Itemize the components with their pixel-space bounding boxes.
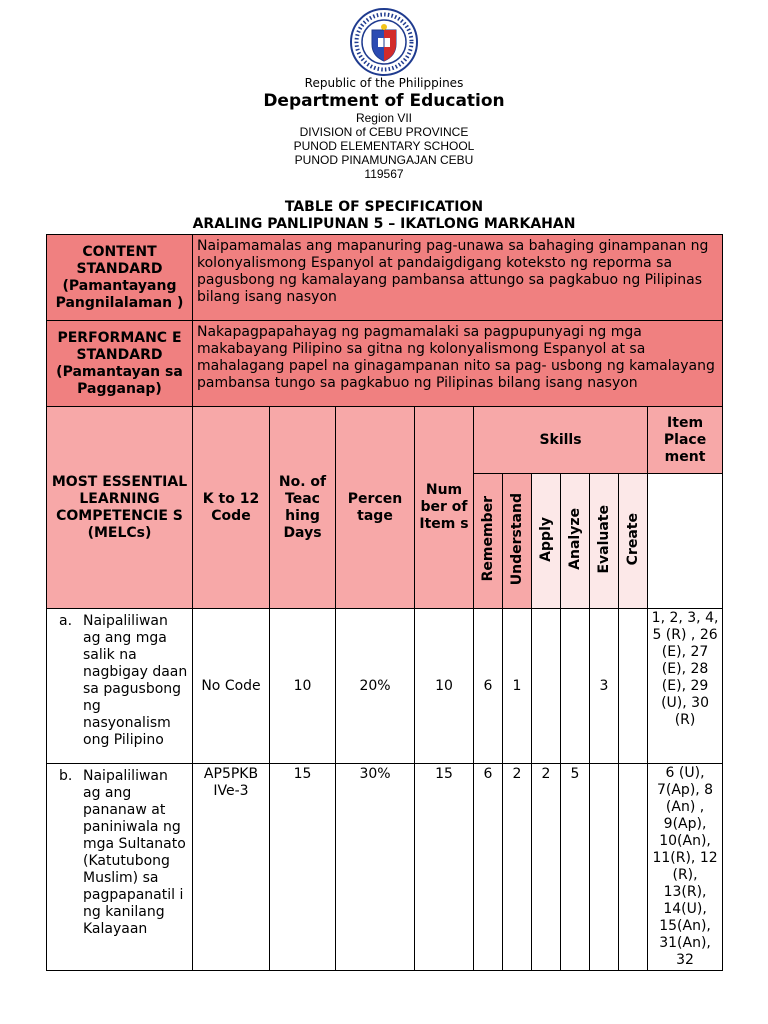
- placement-cell: 6 (U), 7(Ap), 8 (An) , 9(Ap), 10(An), 11(R), 12 (R), 13(R), 14(U), 15(An), 31(An), 32: [648, 764, 723, 971]
- percentage-cell: 30%: [336, 764, 415, 971]
- skill-remember-header: [474, 474, 503, 609]
- percentage-cell: 20%: [336, 609, 415, 764]
- content-standard-row: [47, 235, 723, 321]
- deped-seal-logo: [350, 8, 418, 76]
- table-row: [47, 609, 723, 764]
- table-row: [47, 764, 723, 971]
- melc-column-header: MOST ESSENTIAL LEARNING COMPETENCIE S (MELCs): [47, 407, 193, 609]
- skill-apply-label: Apply: [538, 516, 554, 562]
- days-column-header: No. of Teac hing Days: [270, 407, 336, 609]
- school-name: PUNOD ELEMENTARY SCHOOL: [293, 139, 475, 153]
- melc-cell: [47, 764, 193, 971]
- skill-apply-header: [532, 474, 561, 609]
- placement-cell: 1, 2, 3, 4, 5 (R) , 26 (E), 27 (E), 28 (E), 29 (U), 30 (R): [648, 609, 723, 764]
- school-id: 119567: [364, 167, 404, 181]
- remember-cell: 6: [474, 609, 503, 764]
- school-address: PUNOD PINAMUNGAJAN CEBU: [294, 153, 474, 167]
- days-cell: 10: [270, 609, 336, 764]
- skill-understand-label: Understand: [509, 492, 525, 586]
- region-line: Region VII: [355, 111, 413, 125]
- analyze-cell: 5: [561, 764, 590, 971]
- percentage-column-header: Percen tage: [336, 407, 415, 609]
- understand-cell: 2: [503, 764, 532, 971]
- code-column-header: K to 12 Code: [193, 407, 270, 609]
- code-cell: No Code: [193, 609, 270, 764]
- remember-cell: 6: [474, 764, 503, 971]
- placement-column-header: Item Place ment: [648, 407, 723, 474]
- understand-cell: 1: [503, 609, 532, 764]
- skill-evaluate-label: Evaluate: [596, 504, 612, 574]
- items-cell: 15: [415, 764, 474, 971]
- melc-item-label: b.: [59, 768, 73, 784]
- apply-cell: [532, 609, 561, 764]
- analyze-cell: [561, 609, 590, 764]
- skill-remember-label: Remember: [480, 496, 496, 582]
- division-line: DIVISION of CEBU PROVINCE: [299, 125, 469, 139]
- items-column-header: Num ber of Item s: [415, 407, 474, 609]
- skill-analyze-label: Analyze: [567, 508, 583, 570]
- skills-header: Skills: [474, 407, 648, 474]
- code-cell: AP5PKB IVe-3: [193, 764, 270, 971]
- days-cell: 15: [270, 764, 336, 971]
- melc-text: Naipaliliwan ag ang mga salik na nagbigay daan sa pagusbong ng nasyonalism ong Pilipino: [83, 613, 188, 748]
- skill-create-header: [619, 474, 648, 609]
- content-standard-label: CONTENT STANDARD (Pamantayang Pangnilalaman ): [47, 235, 193, 321]
- performance-standard-label: PERFORMANC E STANDARD (Pamantayan sa Pagganap): [47, 321, 193, 407]
- skill-create-label: Create: [625, 512, 641, 566]
- evaluate-cell: 3: [590, 609, 619, 764]
- specification-table: [46, 234, 723, 971]
- melc-cell: [47, 609, 193, 764]
- document-title: TABLE OF SPECIFICATION: [284, 199, 484, 215]
- performance-standard-row: [47, 321, 723, 407]
- items-cell: 10: [415, 609, 474, 764]
- apply-cell: 2: [532, 764, 561, 971]
- skill-understand-header: [503, 474, 532, 609]
- document-subtitle: ARALING PANLIPUNAN 5 – IKATLONG MARKAHAN: [192, 216, 576, 232]
- content-standard-text: Naipamamalas ang mapanuring pag-unawa sa bahaging ginampanan ng kolonyalismong Espanyol at pandaigdigang koteksto ng reporma sa pagusbong ng kamalayang pambansa attungo sa pagkabuo ng Pilipinas bilang isang nasyon: [193, 235, 723, 321]
- skill-evaluate-header: [590, 474, 619, 609]
- skill-analyze-header: [561, 474, 590, 609]
- republic-line: Republic of the Philippines: [304, 76, 464, 90]
- placement-blank-header: [648, 474, 723, 609]
- column-header-row: [47, 407, 723, 474]
- create-cell: [619, 609, 648, 764]
- melc-text: Naipaliliwan ag ang pananaw at paniniwala ng mga Sultanato (Katutubong Muslim) sa pagpapanatil i ng kanilang Kalayaan: [83, 768, 186, 937]
- department-name: Department of Education: [263, 91, 505, 111]
- performance-standard-text: Nakapagpapahayag ng pagmamalaki sa pagpupunyagi ng mga makabayang Pilipino sa gitna ng kolonyalismong Espanyol at sa mahalagang papel na ginagampanan nito sa pag- usbong ng kamalayang pambansa tungo sa pagkabuo ng Pilipinas bilang isang nasyon: [193, 321, 723, 407]
- create-cell: [619, 764, 648, 971]
- melc-item-label: a.: [59, 613, 73, 629]
- evaluate-cell: [590, 764, 619, 971]
